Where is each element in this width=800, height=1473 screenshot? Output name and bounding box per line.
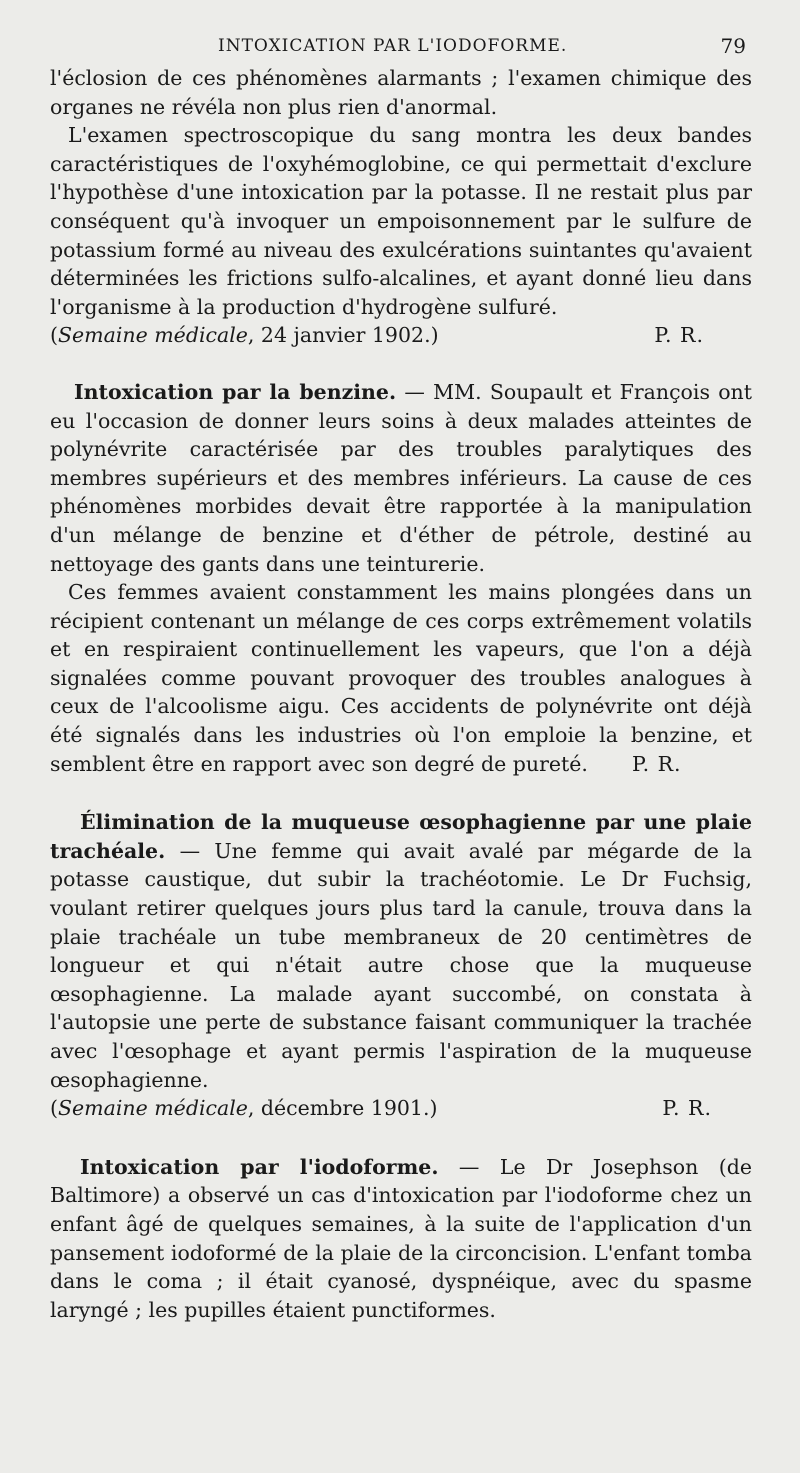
page-number: 79 — [720, 34, 746, 58]
article1-source-line — [50, 321, 752, 350]
article1-continuation: l'éclosion de ces phénomènes alarmants ; l'examen chimique des organes ne révéla non plus rien d'anormal. — [50, 66, 752, 119]
article4-lead: — Le Dr Josephson (de Baltimore) a observé un cas d'intoxication par l'iodoforme chez un enfant âgé de quelques semaines, à la suite de l'application d'un pansement iodoformé de la plaie de la circoncision. L'enfant tomba dans le coma ; il était cyanosé, dyspnéique, avec du spasme laryngé ; les pupilles étaient punctiformes. — [50, 1154, 753, 1322]
article1-source: (Semaine médicale, 24 janvier 1902.) — [50, 323, 439, 348]
section-gap — [50, 1123, 752, 1153]
article4-title: Intoxication par l'iodoforme. — [80, 1154, 439, 1179]
article1-source-date: , 24 janvier 1902.) — [247, 323, 439, 348]
article3-lead-paragraph — [50, 808, 752, 1094]
article4-lead-paragraph — [50, 1153, 752, 1325]
section-gap — [50, 778, 752, 808]
article1-paragraph: L'examen spectroscopique du sang montra les deux bandes caractéristiques de l'oxyhémoglobine, ce qui permettait d'exclure l'hypothèse d'une intoxication par la potasse. Il ne restait plus par conséquent qu'à invoquer un empoisonnement par le sulfure de potassium formé au niveau des exulcérations suintantes qu'avaient déterminées les frictions sulfo-alcalines, et ayant donné lieu dans l'organisme à la production d'hydrogène sulfuré. — [50, 123, 752, 319]
article3-source-date: , décembre 1901.) — [247, 1096, 438, 1121]
article2-paragraph — [50, 578, 752, 778]
section-gap — [50, 350, 752, 378]
article1-source-journal: Semaine médicale — [58, 323, 248, 348]
article2-title: Intoxication par la benzine. — [74, 379, 397, 404]
article3-lead: — Une femme qui avait avalé par mégarde de la potasse caustique, dut subir la trachéotomie. Le Dr Fuchsig, voulant retirer quelques jours plus tard la canule, trouva dans la plaie trachéale un tube membraneux de 20 centimètres de longueur et qui n'était autre chose que la muqueuse œsophagienne. La malade ayant succombé, on constata à l'autopsie une perte de substance faisant communiquer la trachée avec l'œsophage et ayant permis l'aspiration de la muqueuse œsophagienne. — [50, 838, 752, 1092]
page-text — [50, 64, 752, 1324]
running-head — [50, 30, 752, 64]
article2-paragraph-text: Ces femmes avaient constamment les mains plongées dans un récipient contenant un mélange de ces corps extrêmement volatils et en respiraient continuellement les vapeurs, que l'on a déjà signalées comme pouvant provoquer des troubles analogues à ceux de l'alcoolisme aigu. Ces accidents de polynévrite ont déjà été signalés dans les industries où l'on emploie la benzine, et semblent être en rapport avec son degré de pureté. — [50, 580, 752, 776]
article2-signature: P. R. — [631, 751, 682, 776]
article2-lead: — MM. Soupault et François ont eu l'occasion de donner leurs soins à deux malades atteintes de polynévrite caractérisée par des troubles paralytiques des membres supérieurs et des membres inférieurs. La cause de ces phénomènes morbides devait être rapportée à la manipulation d'un mélange de benzine et d'éther de pétrole, destiné au nettoyage des gants dans une teinturerie. — [50, 379, 752, 576]
article3-title: Élimination de la muqueuse œsophagienne par une plaie trachéale. — [50, 810, 752, 863]
article1-signature: P. R. — [654, 323, 704, 348]
running-title: INTOXICATION PAR L'IODOFORME. — [218, 36, 568, 56]
article3-source-line — [50, 1094, 752, 1123]
article3-source-journal: Semaine médicale — [58, 1096, 248, 1121]
article3-source: (Semaine médicale, décembre 1901.) — [50, 1096, 438, 1121]
article2-lead-paragraph — [50, 378, 752, 578]
article3-signature: P. R. — [662, 1096, 712, 1121]
